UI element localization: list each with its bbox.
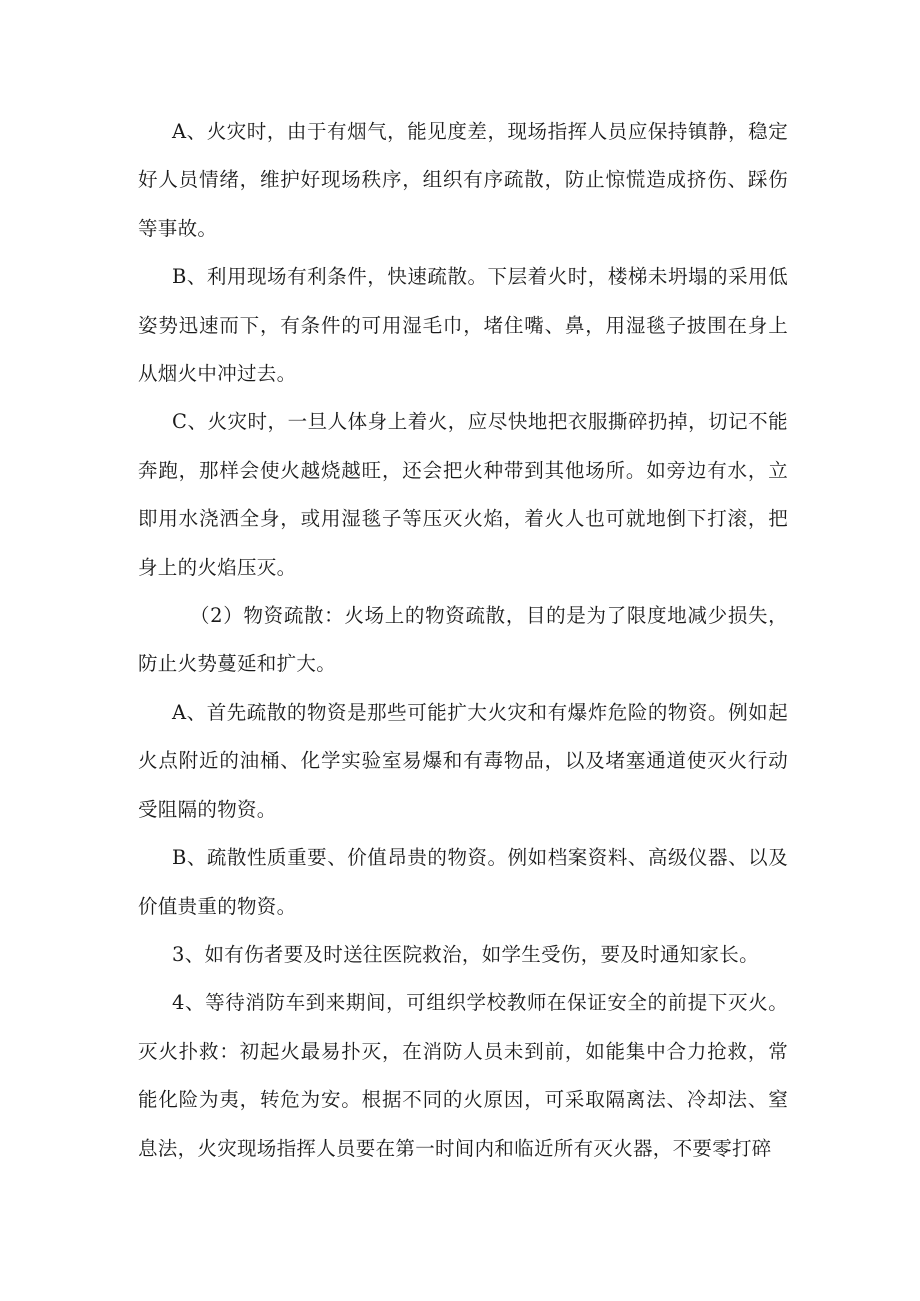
paragraph-c-clothing-on-fire: C、火灾时，一旦人体身上着火，应尽快地把衣服撕碎扔掉，切记不能奔跑，那样会使火越烧越旺，还会把火种带到其他场所。如旁边有水，立即用水浇洒全身，或用湿毯子等压灭火焰，着火人也可就地倒下打滚，把身上的火焰压灭。 (138, 410, 788, 579)
paragraph-b-quick-evacuation: B、利用现场有利条件，快速疏散。下层着火时，楼梯未坍塌的采用低姿势迅速而下，有条件的可用湿毛巾，堵住嘴、鼻，用湿毯子披围在身上从烟火中冲过去。 (138, 265, 788, 386)
paragraph-4-fire-fighting: 4、等待消防车到来期间，可组织学校教师在保证安全的前提下灭火。灭火扑救：初起火最易扑灭，在消防人员未到前，如能集中合力抢救，常能化险为夷，转危为安。根据不同的火原因，可采取隔离法、冷却法、窒息法，火灾现场指挥人员要在第一时间内和临近所有灭火器，不要零打碎 (138, 991, 788, 1160)
paragraph-3-injured: 3、如有伤者要及时送往医院救治，如学生受伤，要及时通知家长。 (172, 942, 759, 966)
paragraph-a-smoke-calm: A、火灾时，由于有烟气，能见度差，现场指挥人员应保持镇静，稳定好人员情绪，维护好现场秩序，组织有序疏散，防止惊慌造成挤伤、踩伤等事故。 (138, 120, 788, 240)
document-body (138, 108, 788, 1173)
paragraph-material-evacuation: （2）物资疏散：火场上的物资疏散，目的是为了限度地减少损失，防止火势蔓延和扩大。 (138, 604, 788, 676)
paragraph-a-dangerous-materials: A、首先疏散的物资是那些可能扩大火灾和有爆炸危险的物资。例如起火点附近的油桶、化学实验室易爆和有毒物品，以及堵塞通道使灭火行动受阻隔的物资。 (138, 700, 788, 821)
paragraph-b-valuable-materials: B、疏散性质重要、价值昂贵的物资。例如档案资料、高级仪器、以及价值贵重的物资。 (138, 846, 788, 918)
